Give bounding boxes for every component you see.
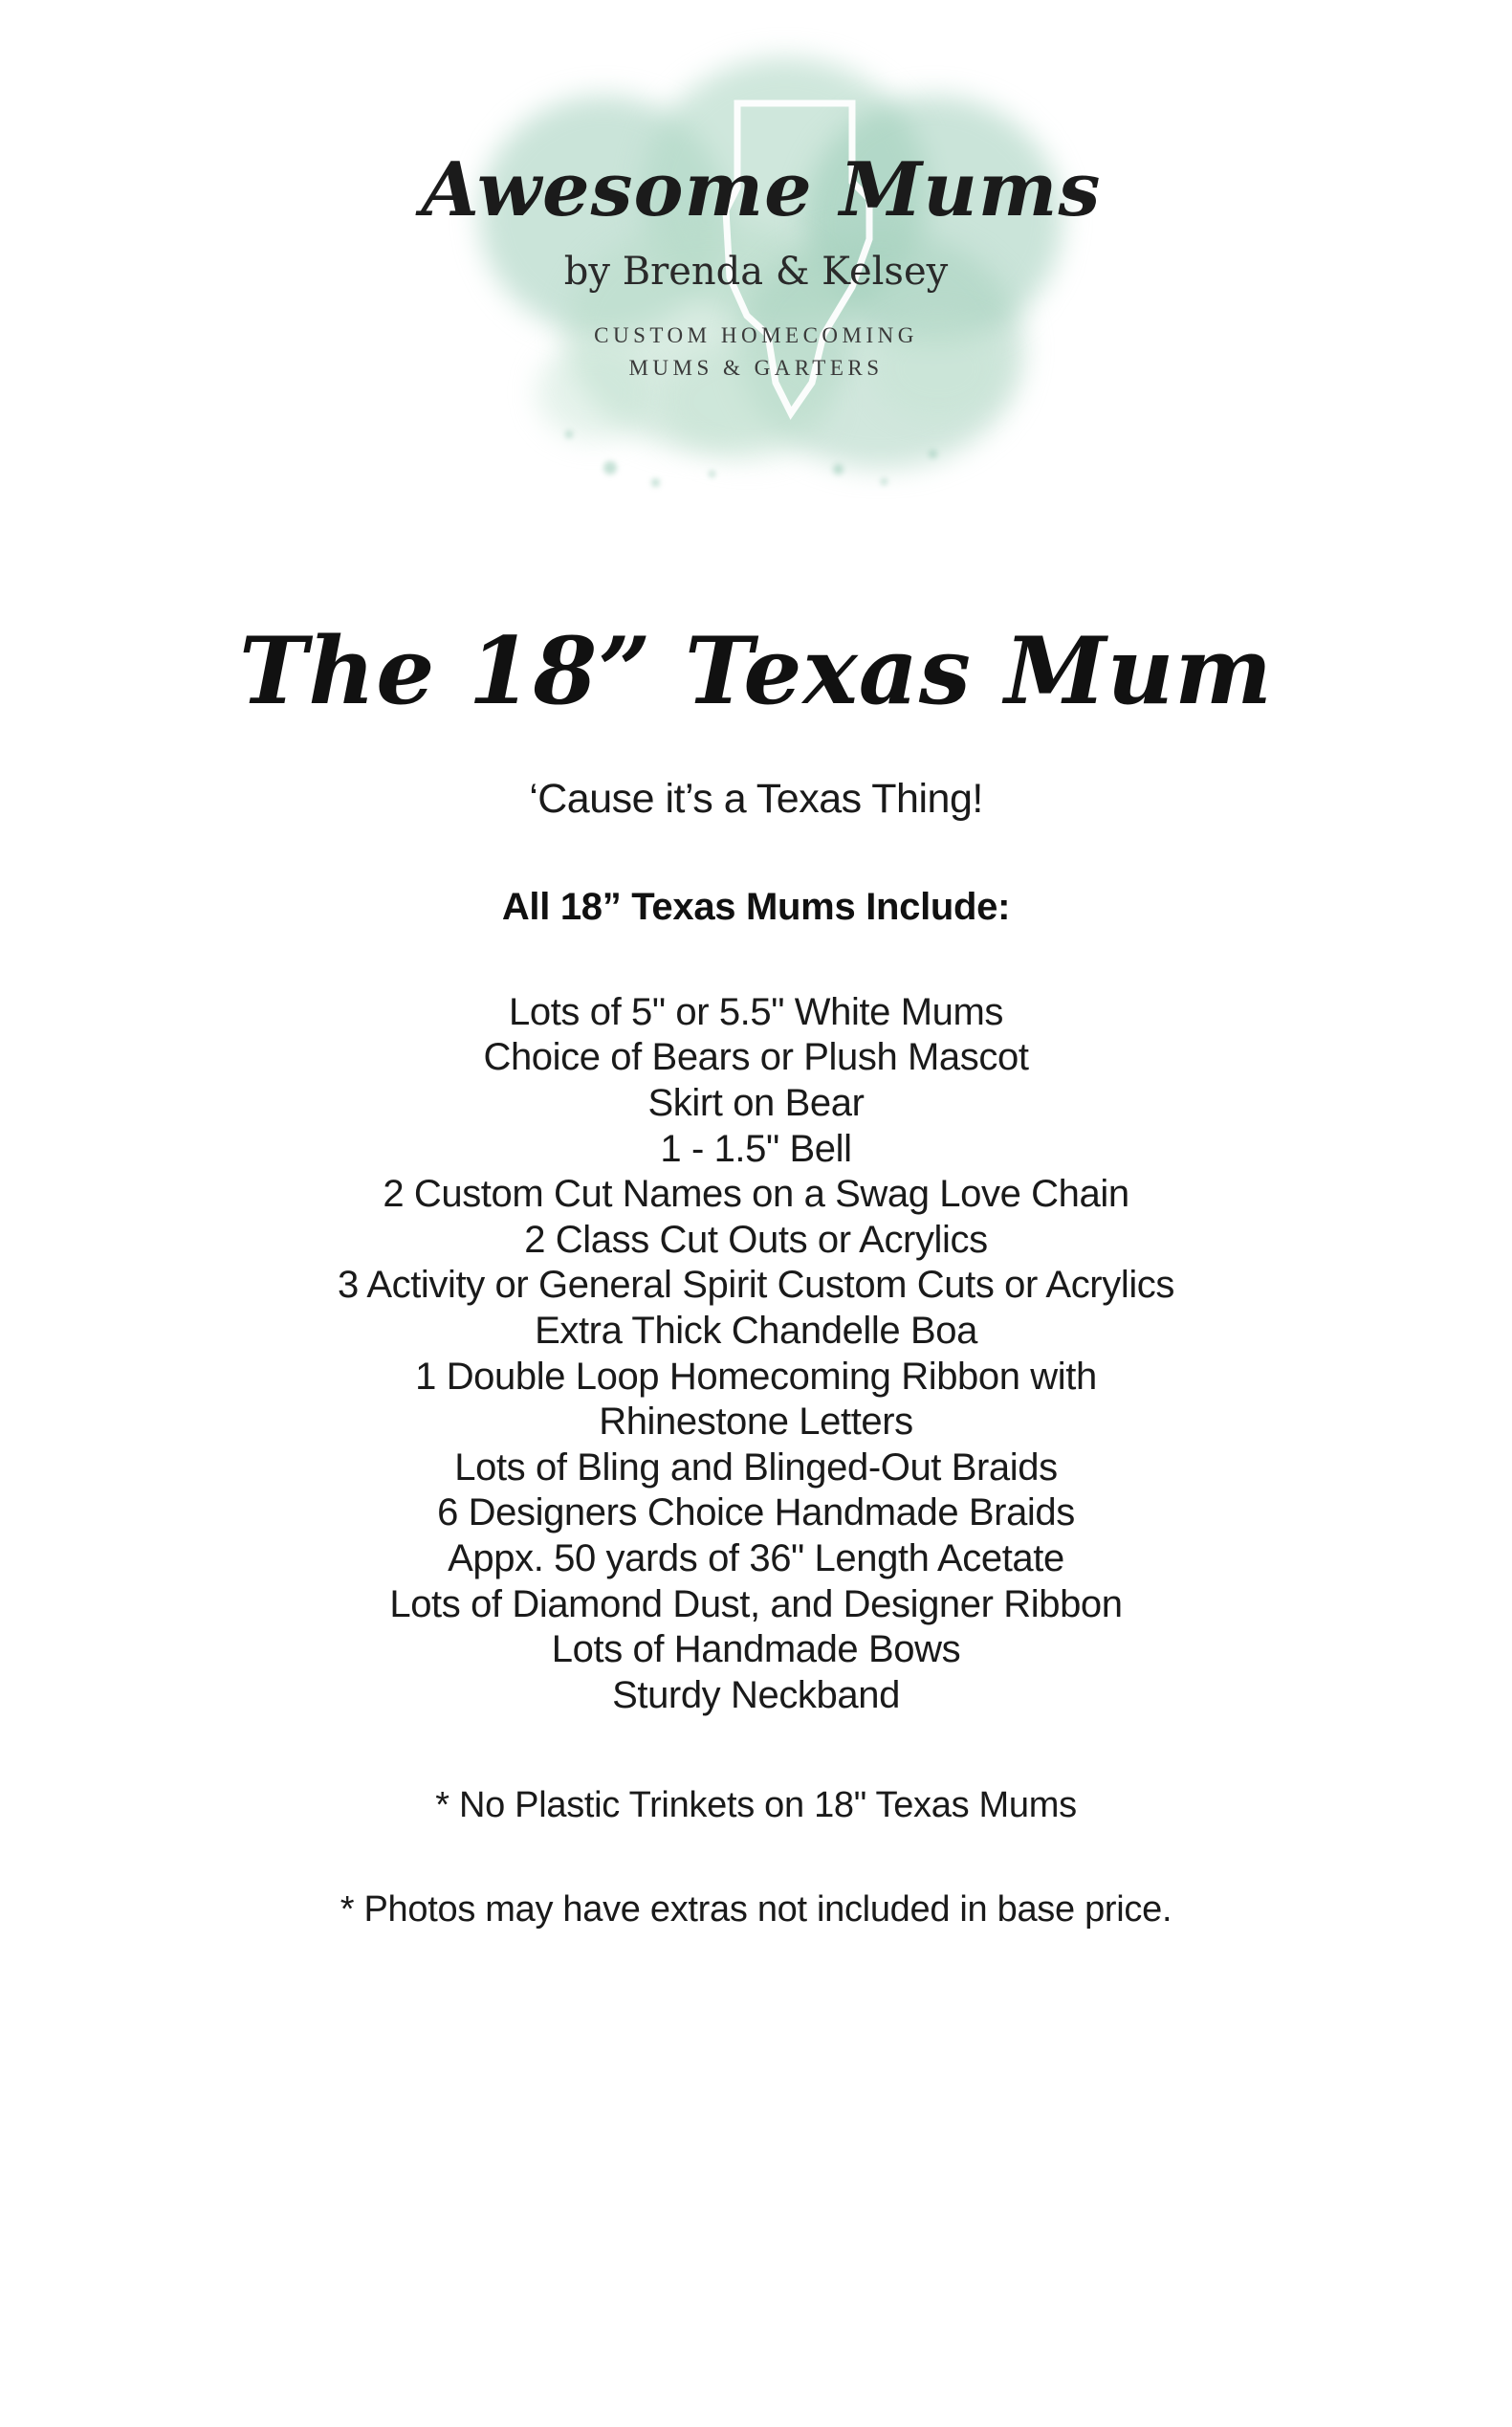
includes-list [0, 990, 1512, 1719]
list-item: Rhinestone Letters [599, 1401, 913, 1444]
page-title: The 18” Texas Mum [238, 617, 1273, 725]
list-item: 2 Custom Cut Names on a Swag Love Chain [383, 1173, 1129, 1216]
includes-heading: All 18” Texas Mums Include: [501, 885, 1011, 928]
note-no-plastic-trinkets: * No Plastic Trinkets on 18" Texas Mums [435, 1785, 1077, 1826]
watercolor-speck [929, 450, 937, 458]
watercolor-speck [709, 471, 715, 477]
brand-byline: by Brenda & Kelsey [563, 250, 949, 294]
list-item: 2 Class Cut Outs or Acrylics [524, 1218, 988, 1261]
list-item: 3 Activity or General Spirit Custom Cuts or Acrylics [337, 1264, 1175, 1307]
list-item: Appx. 50 yards of 36" Length Acetate [448, 1536, 1064, 1579]
list-item: Choice of Bears or Plush Mascot [483, 1036, 1029, 1079]
list-item: 1 - 1.5" Bell [660, 1127, 852, 1170]
tagline: ‘Cause it’s a Texas Thing! [529, 775, 983, 822]
watercolor-speck [651, 478, 660, 487]
list-item: 1 Double Loop Homecoming Ribbon with [415, 1355, 1097, 1398]
brand-subtitle-line2: MUMS & GARTERS [628, 356, 884, 380]
list-item: Lots of 5" or 5.5" White Mums [509, 990, 1003, 1033]
list-item: 6 Designers Choice Handmade Braids [437, 1491, 1075, 1534]
watercolor-speck [881, 478, 887, 485]
list-item: Lots of Diamond Dust, and Designer Ribbon [389, 1582, 1123, 1625]
list-item: Extra Thick Chandelle Boa [535, 1309, 977, 1352]
brand-name: Awesome Mums [421, 146, 1102, 233]
list-item: Skirt on Bear [647, 1081, 865, 1124]
brand-logo [0, 0, 1512, 555]
note-photo-disclaimer: * Photos may have extras not included in base price. [340, 1889, 1172, 1931]
watercolor-speck [833, 464, 844, 474]
watercolor-speck [565, 430, 573, 438]
list-item: Sturdy Neckband [612, 1673, 900, 1716]
brand-subtitle-line1: CUSTOM HOMECOMING [594, 323, 918, 347]
list-item: Lots of Bling and Blinged-Out Braids [454, 1445, 1058, 1489]
list-item: Lots of Handmade Bows [551, 1628, 961, 1671]
logo-artwork [421, 29, 1102, 545]
watercolor-speck [603, 461, 617, 474]
